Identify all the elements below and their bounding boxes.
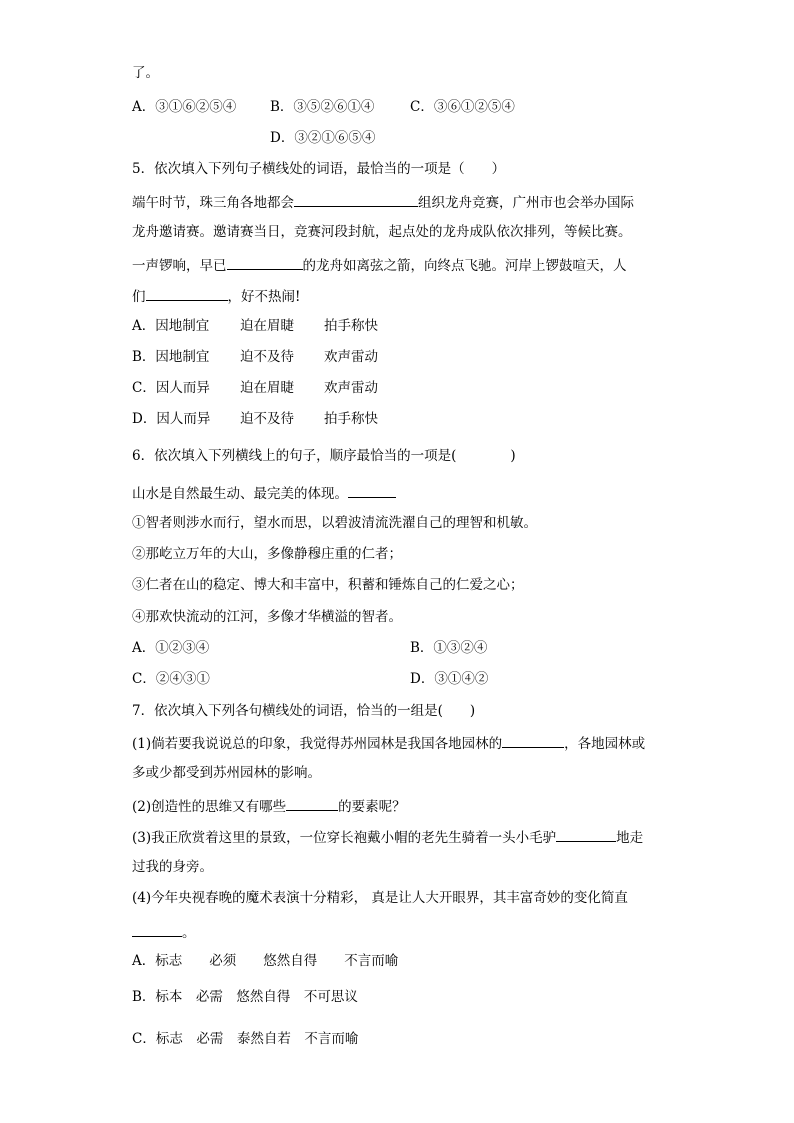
- q5-option-b: B．因地制宜 迫不及待 欢声雷动: [132, 349, 378, 365]
- q4-option-c: C．③⑥①②⑤④: [410, 99, 515, 115]
- q4-option-b: B．③⑤②⑥①④: [270, 99, 375, 115]
- q6-sentence-2: ②那屹立万年的大山，多像静穆庄重的仁者；: [132, 546, 402, 562]
- q6-stem: 6．依次填入下列横线上的句子，顺序最恰当的一项是( ): [132, 448, 516, 464]
- q7-blank-2: [286, 796, 338, 811]
- q5-blank-3: [146, 286, 228, 301]
- q5-blank-2: [227, 255, 303, 270]
- q7-blank-3: [556, 827, 616, 842]
- q5-blank-1: [294, 192, 418, 207]
- q4-option-d: D．③②①⑥⑤④: [270, 130, 376, 146]
- q5-passage-line-2: 龙舟邀请赛。邀请赛当日，竞赛河段封航，起点处的龙舟成队依次排列，等候比赛。: [132, 224, 632, 240]
- q6-sentence-4: ④那欢快流动的江河，多像才华横溢的智者。: [132, 609, 402, 625]
- q5-option-d: D．因人而异 迫不及待 拍手称快: [132, 411, 378, 427]
- q5-passage-line-3: 一声锣响，早已 的龙舟如离弦之箭，向终点飞驰。河岸上锣鼓喧天，人: [132, 255, 627, 275]
- q7-item-1-line-1: (1)倘若要我说说总的印象，我觉得苏州园林是我国各地园林的 ，各地园林或: [132, 733, 645, 753]
- q6-option-a: A．①②③④: [132, 640, 210, 656]
- q6-lead: 山水是自然最生动、最完美的体现。: [132, 483, 396, 503]
- q7-stem: 7．依次填入下列各句横线处的词语，恰当的一组是( ): [132, 703, 476, 719]
- q5-option-a: A．因地制宜 迫在眉睫 拍手称快: [132, 318, 378, 334]
- q6-sentence-3: ③仁者在山的稳定、博大和丰富中，积蓄和锤炼自己的仁爱之心；: [132, 577, 524, 593]
- q7-blank-4: [132, 922, 182, 937]
- q4-option-a: A．③①⑥②⑤④: [132, 99, 237, 115]
- q4-tail: 了。: [132, 65, 159, 81]
- q7-item-3-line-1: (3)我正欣赏着这里的景致，一位穿长袍戴小帽的老先生骑着一头小毛驴 地走: [132, 827, 643, 847]
- q7-option-b: B．标本 必需 悠然自得 不可思议: [132, 989, 358, 1005]
- q7-item-3-line-2: 过我的身旁。: [132, 859, 213, 875]
- q7-option-a: A．标志 必须 悠然自得 不言而喻: [132, 953, 399, 969]
- q6-option-b: B．①③②④: [410, 640, 488, 656]
- q6-blank: [348, 483, 396, 498]
- q7-item-4-line-1: (4)今年央视春晚的魔术表演十分精彩， 真是让人大开眼界，其丰富奇妙的变化简直: [132, 890, 628, 906]
- q6-option-d: D．③①④②: [410, 671, 489, 687]
- q6-sentence-1: ①智者则涉水而行，望水而思，以碧波清流洗濯自己的理智和机敏。: [132, 515, 537, 531]
- q5-stem: 5．依次填入下列句子横线处的词语，最恰当的一项是（ ）: [132, 161, 506, 177]
- q5-passage-line-1: 端午时节，珠三角各地都会 组织龙舟竞赛，广州市也会举办国际: [132, 192, 634, 212]
- q5-option-c: C．因人而异 迫在眉睫 欢声雷动: [132, 380, 378, 396]
- q6-option-c: C．②④③①: [132, 671, 210, 687]
- q7-option-c: C．标志 必需 泰然自若 不言而喻: [132, 1031, 359, 1047]
- q7-item-1-line-2: 多或少都受到苏州园林的影响。: [132, 765, 321, 781]
- q7-item-2: (2)创造性的思维又有哪些 的要素呢？: [132, 796, 406, 816]
- q7-blank-1: [502, 733, 564, 748]
- q7-item-4-line-2: 。: [132, 922, 196, 942]
- q5-passage-line-4: 们 ，好不热闹!: [132, 286, 300, 306]
